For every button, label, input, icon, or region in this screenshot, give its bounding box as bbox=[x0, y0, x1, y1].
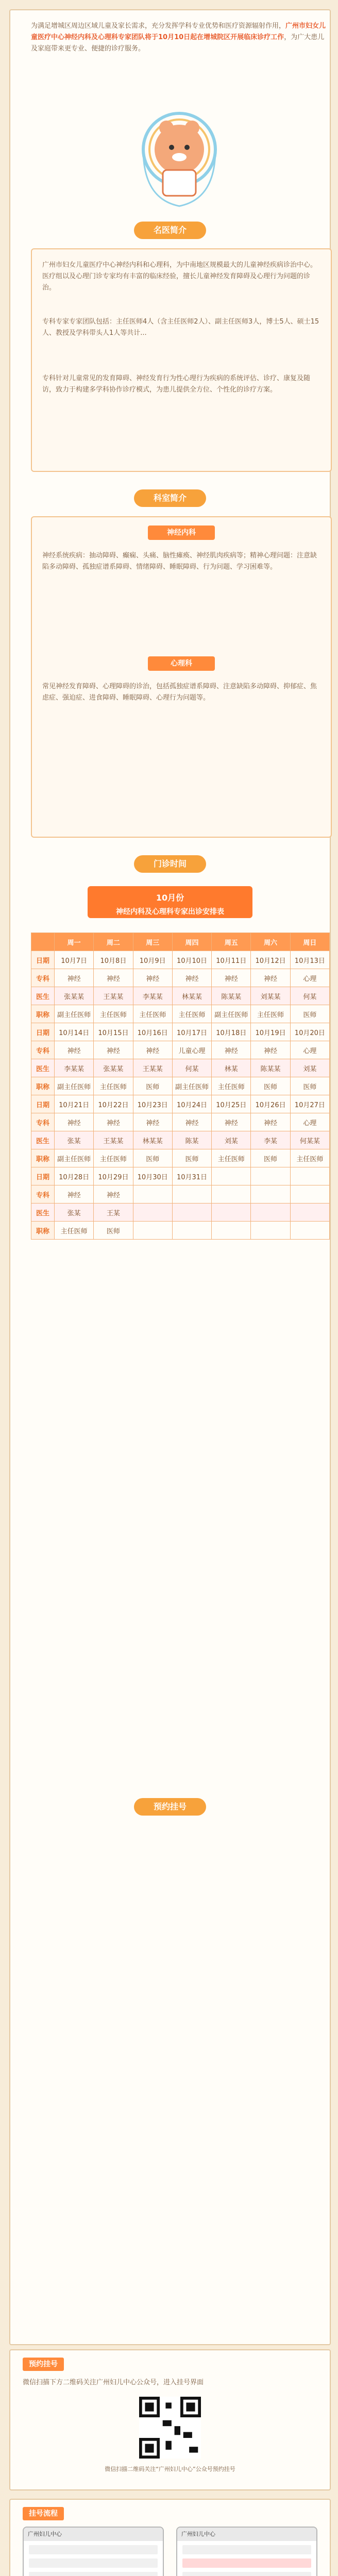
schedule-cell: 神经 bbox=[133, 1041, 172, 1059]
schedule-cell: 10月9日 bbox=[133, 951, 172, 969]
schedule-cell: 何某某 bbox=[290, 1131, 329, 1149]
schedule-cell: 李某某 bbox=[133, 987, 172, 1005]
schedule-cell: 王某某 bbox=[94, 1131, 133, 1149]
schedule-cell: 10月28日 bbox=[55, 1167, 94, 1185]
row-label: 日期 bbox=[31, 1095, 55, 1113]
schedule-cell: 主任医师 bbox=[55, 1222, 94, 1240]
schedule-cell bbox=[133, 1222, 172, 1240]
phone-item-reg[interactable] bbox=[182, 2558, 311, 2568]
dept-psych-text: 常见神经发育障碍、心理障碍的诊治，包括孤独症谱系障碍、注意缺陷多动障碍、抑郁症、焦虑症、强迫症、进食障碍、睡眠障碍、心理行为问题等。 bbox=[42, 683, 317, 702]
schedule-cell: 陈某 bbox=[172, 1131, 211, 1149]
schedule-cell: 医师 bbox=[94, 1222, 133, 1240]
row-label: 日期 bbox=[31, 1023, 55, 1041]
schedule-cell: 林某 bbox=[212, 1059, 251, 1077]
schedule-cell: 神经 bbox=[94, 1041, 133, 1059]
schedule-cell: 主任医师 bbox=[251, 1005, 290, 1023]
phone-line bbox=[29, 2558, 158, 2568]
schedule-cell: 10月10日 bbox=[172, 951, 211, 969]
schedule-cell: 10月30日 bbox=[133, 1167, 172, 1185]
expert-p2: 专科专家专家团队包括：主任医师4人（含主任医师2人）、副主任医师3人，博士5人、硕士15人、教授及学科带头人1人等共计... bbox=[42, 318, 319, 337]
badge-expert: 名医简介 bbox=[134, 222, 206, 239]
weekday-cell: 周一 bbox=[55, 933, 94, 951]
schedule-cell: 10月21日 bbox=[55, 1095, 94, 1113]
schedule-row-spec bbox=[31, 969, 330, 987]
row-label: 专科 bbox=[31, 1113, 55, 1131]
schedule-row-title bbox=[31, 1005, 330, 1023]
schedule-row-name bbox=[31, 1204, 330, 1222]
schedule-cell bbox=[212, 1204, 251, 1222]
badge-register: 预约挂号 bbox=[134, 1798, 206, 1816]
process-tag: 挂号流程 bbox=[23, 2507, 64, 2520]
schedule-row-title bbox=[31, 1222, 330, 1240]
schedule-row-date bbox=[31, 951, 330, 969]
schedule-cell: 张某 bbox=[55, 1204, 94, 1222]
row-label: 专科 bbox=[31, 1185, 55, 1204]
schedule-header-title: 神经内科及心理科专家出诊安排表 bbox=[116, 908, 224, 916]
schedule-cell bbox=[172, 1204, 211, 1222]
schedule-cell: 10月29日 bbox=[94, 1167, 133, 1185]
schedule-cell: 10月22日 bbox=[94, 1095, 133, 1113]
schedule-cell: 10月13日 bbox=[290, 951, 329, 969]
schedule-cell: 主任医师 bbox=[94, 1077, 133, 1095]
register-line: 微信扫描下方二维码关注广州妇儿中心公众号，进入挂号界面 bbox=[23, 2379, 204, 2386]
schedule-cell: 神经 bbox=[94, 1185, 133, 1204]
schedule-cell: 王某某 bbox=[94, 987, 133, 1005]
schedule-header bbox=[88, 886, 252, 918]
schedule-cell: 主任医师 bbox=[172, 1005, 211, 1023]
schedule-cell: 10月8日 bbox=[94, 951, 133, 969]
schedule-cell: 10月24日 bbox=[172, 1095, 211, 1113]
badge-schedule: 门诊时间 bbox=[134, 855, 206, 873]
schedule-cell: 主任医师 bbox=[133, 1005, 172, 1023]
phone-line bbox=[182, 2572, 311, 2576]
schedule-cell: 李某某 bbox=[55, 1059, 94, 1077]
schedule-cell: 主任医师 bbox=[290, 1149, 329, 1167]
schedule-cell: 神经 bbox=[212, 1041, 251, 1059]
schedule-cell: 10月25日 bbox=[212, 1095, 251, 1113]
expert-p1: 广州市妇女儿童医疗中心神经内科和心理科，为中南地区规模最大的儿童神经疾病诊治中心。医疗组以及心理门诊专家均有丰富的临床经验，擅长儿童神经发育障碍及心理行为问题的诊治。 bbox=[42, 261, 317, 292]
schedule-cell: 神经 bbox=[94, 969, 133, 987]
schedule-cell: 神经 bbox=[212, 1113, 251, 1131]
schedule-cell: 刘某 bbox=[212, 1131, 251, 1149]
schedule-cell: 10月26日 bbox=[251, 1095, 290, 1113]
schedule-row-spec bbox=[31, 1113, 330, 1131]
schedule-cell bbox=[290, 1222, 329, 1240]
schedule-cell: 10月27日 bbox=[290, 1095, 329, 1113]
phone-line bbox=[29, 2572, 158, 2576]
dept-panel bbox=[31, 516, 332, 838]
schedule-cell bbox=[290, 1204, 329, 1222]
schedule-cell: 医师 bbox=[172, 1149, 211, 1167]
schedule-cell bbox=[251, 1204, 290, 1222]
schedule-cell: 10月31日 bbox=[172, 1167, 211, 1185]
schedule-row-spec bbox=[31, 1185, 330, 1204]
schedule-cell: 10月19日 bbox=[251, 1023, 290, 1041]
schedule-row-date bbox=[31, 1023, 330, 1041]
intro-paragraph: 为满足增城区周边区域儿童及家长需求，充分发挥学科专业优势和医疗资源辐射作用，广州市妇女儿童医疗中心神经内科及心理科专家团队将于10月10日起在增城院区开展临床诊疗工作，为广大患儿及家庭带来更专业、便捷的诊疗服务。 bbox=[31, 22, 326, 53]
schedule-cell: 副主任医师 bbox=[55, 1149, 94, 1167]
schedule-cell: 神经 bbox=[251, 969, 290, 987]
schedule-cell: 心理 bbox=[290, 1113, 329, 1131]
schedule-cell: 10月7日 bbox=[55, 951, 94, 969]
dept-neuro-text: 神经系统疾病：抽动障碍、癫痫、头痛、脑性瘫痪、神经肌肉疾病等；精神心理问题：注意缺陷多动障碍、孤独症谱系障碍、情绪障碍、睡眠障碍、行为问题、学习困难等。 bbox=[42, 552, 317, 571]
schedule-cell: 神经 bbox=[172, 969, 211, 987]
schedule-row-name bbox=[31, 987, 330, 1005]
schedule-cell: 张某 bbox=[55, 1131, 94, 1149]
schedule-cell: 何某 bbox=[290, 987, 329, 1005]
schedule-cell: 张某某 bbox=[55, 987, 94, 1005]
schedule-cell bbox=[133, 1204, 172, 1222]
row-label: 专科 bbox=[31, 1041, 55, 1059]
schedule-cell: 主任医师 bbox=[94, 1005, 133, 1023]
schedule-cell: 副主任医师 bbox=[212, 1005, 251, 1023]
schedule-cell: 副主任医师 bbox=[55, 1005, 94, 1023]
expert-panel bbox=[31, 248, 332, 472]
schedule-cell bbox=[212, 1222, 251, 1240]
schedule-cell: 神经 bbox=[172, 1113, 211, 1131]
schedule-cell: 刘某某 bbox=[251, 987, 290, 1005]
schedule-cell bbox=[290, 1167, 329, 1185]
schedule-cell: 医师 bbox=[251, 1149, 290, 1167]
schedule-cell: 神经 bbox=[212, 969, 251, 987]
process-section bbox=[9, 2499, 331, 2576]
row-label: 医生 bbox=[31, 1131, 55, 1149]
schedule-cell: 刘某 bbox=[290, 1059, 329, 1077]
schedule-cell: 王某某 bbox=[133, 1059, 172, 1077]
register-section bbox=[9, 2349, 331, 2490]
weekday-cell: 周日 bbox=[290, 933, 329, 951]
schedule-cell: 何某 bbox=[172, 1059, 211, 1077]
schedule-cell: 神经 bbox=[133, 969, 172, 987]
weekday-cell: 周三 bbox=[133, 933, 172, 951]
schedule-cell: 10月11日 bbox=[212, 951, 251, 969]
row-label: 医生 bbox=[31, 1204, 55, 1222]
phone-screenshot-2 bbox=[176, 2527, 317, 2576]
schedule-cell: 副主任医师 bbox=[172, 1077, 211, 1095]
schedule-cell: 医师 bbox=[290, 1077, 329, 1095]
row-label: 医生 bbox=[31, 1059, 55, 1077]
badge-dept: 科室简介 bbox=[134, 489, 206, 507]
schedule-cell: 林某某 bbox=[172, 987, 211, 1005]
schedule-row-spec bbox=[31, 1041, 330, 1059]
schedule-cell: 10月23日 bbox=[133, 1095, 172, 1113]
schedule-cell: 心理 bbox=[290, 1041, 329, 1059]
schedule-cell: 神经 bbox=[133, 1113, 172, 1131]
register-tag: 预约挂号 bbox=[23, 2358, 64, 2371]
schedule-weekday-row bbox=[31, 933, 330, 951]
schedule-cell: 陈某某 bbox=[212, 987, 251, 1005]
schedule-cell: 神经 bbox=[55, 1041, 94, 1059]
schedule-cell: 主任医师 bbox=[212, 1077, 251, 1095]
weekday-cell: 周六 bbox=[251, 933, 290, 951]
row-label: 专科 bbox=[31, 969, 55, 987]
schedule-cell: 心理 bbox=[290, 969, 329, 987]
row-label: 职称 bbox=[31, 1077, 55, 1095]
row-label: 日期 bbox=[31, 1167, 55, 1185]
schedule-cell: 神经 bbox=[94, 1113, 133, 1131]
schedule-cell: 10月16日 bbox=[133, 1023, 172, 1041]
schedule-cell bbox=[251, 1222, 290, 1240]
schedule-cell: 神经 bbox=[55, 1185, 94, 1204]
weekday-cell: 周二 bbox=[94, 933, 133, 951]
schedule-cell: 医师 bbox=[133, 1077, 172, 1095]
schedule-cell bbox=[172, 1185, 211, 1204]
weekday-cell: 周四 bbox=[172, 933, 211, 951]
schedule-cell: 神经 bbox=[251, 1113, 290, 1131]
schedule-cell: 医师 bbox=[133, 1149, 172, 1167]
schedule-cell: 副主任医师 bbox=[55, 1077, 94, 1095]
schedule-row-name bbox=[31, 1131, 330, 1149]
qr-code-icon[interactable] bbox=[139, 2397, 201, 2459]
schedule-cell: 10月17日 bbox=[172, 1023, 211, 1041]
schedule-cell: 儿童心理 bbox=[172, 1041, 211, 1059]
schedule-cell: 10月20日 bbox=[290, 1023, 329, 1041]
schedule-cell: 林某某 bbox=[133, 1131, 172, 1149]
phone-line bbox=[29, 2545, 158, 2554]
schedule-cell: 主任医师 bbox=[94, 1149, 133, 1167]
schedule-row-date bbox=[31, 1095, 330, 1113]
schedule-cell: 10月12日 bbox=[251, 951, 290, 969]
phone-line bbox=[182, 2545, 311, 2554]
dept-psych-title: 心理科 bbox=[148, 656, 215, 671]
schedule-cell: 主任医师 bbox=[212, 1149, 251, 1167]
main-card bbox=[9, 9, 331, 2345]
qr-caption: 微信扫描二维码关注“广州妇儿中心”公众号预约挂号 bbox=[105, 2466, 235, 2472]
schedule-corner bbox=[31, 933, 55, 951]
schedule-row-title bbox=[31, 1149, 330, 1167]
dept-neuro-title: 神经内科 bbox=[148, 526, 215, 540]
phone-screenshot-1 bbox=[23, 2527, 164, 2576]
schedule-cell: 医师 bbox=[251, 1077, 290, 1095]
mascot-illustration bbox=[133, 98, 226, 216]
schedule-cell: 10月15日 bbox=[94, 1023, 133, 1041]
phone-title: 广州妇儿中心 bbox=[24, 2528, 163, 2541]
schedule-row-title bbox=[31, 1077, 330, 1095]
schedule-cell: 10月14日 bbox=[55, 1023, 94, 1041]
schedule-cell: 神经 bbox=[55, 969, 94, 987]
row-label: 职称 bbox=[31, 1005, 55, 1023]
schedule-cell: 医师 bbox=[290, 1005, 329, 1023]
row-label: 职称 bbox=[31, 1149, 55, 1167]
schedule-cell: 李某 bbox=[251, 1131, 290, 1149]
schedule-header-month: 10月份 bbox=[156, 893, 184, 903]
schedule-cell bbox=[290, 1185, 329, 1204]
schedule-cell bbox=[251, 1185, 290, 1204]
phone-title: 广州妇儿中心 bbox=[177, 2528, 316, 2541]
weekday-cell: 周五 bbox=[212, 933, 251, 951]
schedule-cell bbox=[172, 1222, 211, 1240]
schedule-table bbox=[31, 933, 330, 1240]
schedule-row-name bbox=[31, 1059, 330, 1077]
schedule-cell: 张某某 bbox=[94, 1059, 133, 1077]
schedule-cell: 王某 bbox=[94, 1204, 133, 1222]
schedule-cell bbox=[251, 1167, 290, 1185]
schedule-cell: 神经 bbox=[55, 1113, 94, 1131]
expert-p3: 专科针对儿童常见的发育障碍、神经发育行为性心理行为疾病的系统评估、诊疗、康复及随访，致力于构建多学科协作诊疗模式，为患儿提供全方位、个性化的诊疗方案。 bbox=[42, 375, 311, 394]
schedule-cell bbox=[212, 1167, 251, 1185]
row-label: 日期 bbox=[31, 951, 55, 969]
schedule-cell: 10月18日 bbox=[212, 1023, 251, 1041]
schedule-cell: 陈某某 bbox=[251, 1059, 290, 1077]
row-label: 职称 bbox=[31, 1222, 55, 1240]
schedule-cell: 神经 bbox=[251, 1041, 290, 1059]
schedule-row-date bbox=[31, 1167, 330, 1185]
schedule-cell bbox=[212, 1185, 251, 1204]
schedule-cell bbox=[133, 1185, 172, 1204]
row-label: 医生 bbox=[31, 987, 55, 1005]
